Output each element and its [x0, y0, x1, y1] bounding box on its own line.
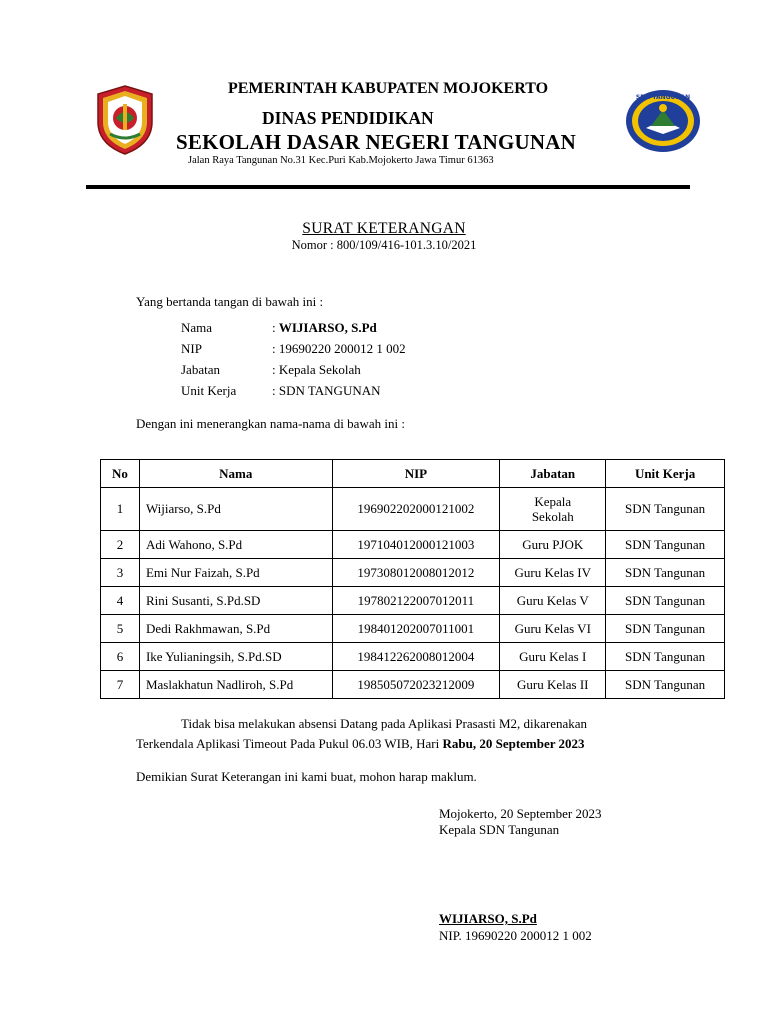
identity-value-nip: : 19690220 200012 1 002 — [272, 341, 406, 356]
signer-position: Kepala SDN Tangunan — [439, 822, 560, 837]
cell-position: Guru Kelas I — [500, 643, 606, 671]
table-row — [101, 559, 725, 587]
cell-name: Wijiarso, S.Pd — [139, 488, 332, 531]
identity-value-position: : Kepala Sekolah — [272, 362, 361, 377]
intro-text: Yang bertanda tangan di bawah ini : — [136, 294, 324, 309]
cell-nip: 196902202000121002 — [332, 488, 500, 531]
signer-nip: NIP. 19690220 200012 1 002 — [439, 928, 592, 943]
column-header-position: Jabatan — [500, 460, 606, 488]
cell-name: Rini Susanti, S.Pd.SD — [139, 587, 332, 615]
identity-label-nip: NIP — [181, 341, 202, 356]
note-line-1: Tidak bisa melakukan absensi Datang pada Aplikasi Prasasti M2, dikarenakan — [181, 716, 588, 731]
cell-nip: 197308012008012012 — [332, 559, 500, 587]
identity-value-name: : WIJIARSO, S.Pd — [272, 320, 377, 335]
cell-no: 3 — [101, 559, 140, 587]
identity-label-unit: Unit Kerja — [181, 383, 237, 398]
table-row — [101, 615, 725, 643]
svg-text:SDN TANGUNAN: SDN TANGUNAN — [635, 94, 691, 101]
government-heading: PEMERINTAH KABUPATEN MOJOKERTO — [227, 80, 549, 97]
cell-unit: SDN Tangunan — [606, 559, 725, 587]
cell-unit: SDN Tangunan — [606, 488, 725, 531]
school-address: Jalan Raya Tangunan No.31 Kec.Puri Kab.Mojokerto Jawa Timur 61363 — [188, 155, 494, 166]
place-date: Mojokerto, 20 September 2023 — [439, 806, 602, 821]
cell-position: Guru Kelas II — [500, 671, 606, 699]
column-header-name: Nama — [139, 460, 332, 488]
statement-text: Dengan ini menerangkan nama-nama di bawah ini : — [136, 416, 405, 431]
cell-name: Dedi Rakhmawan, S.Pd — [139, 615, 332, 643]
cell-position: Kepala Sekolah — [500, 488, 606, 531]
letter-number: Nomor : 800/109/416-101.3.10/2021 — [291, 238, 477, 252]
cell-name: Adi Wahono, S.Pd — [139, 531, 332, 559]
cell-unit: SDN Tangunan — [606, 587, 725, 615]
cell-no: 6 — [101, 643, 140, 671]
cell-no: 4 — [101, 587, 140, 615]
cell-nip: 197802122007012011 — [332, 587, 500, 615]
letter-title: SURAT KETERANGAN — [302, 220, 466, 237]
column-header-nip: NIP — [332, 460, 500, 488]
table-row — [101, 671, 725, 699]
cell-name: Maslakhatun Nadliroh, S.Pd — [139, 671, 332, 699]
column-header-no: No — [101, 460, 140, 488]
cell-position: Guru Kelas IV — [500, 559, 606, 587]
column-header-unit: Unit Kerja — [606, 460, 725, 488]
cell-unit: SDN Tangunan — [606, 671, 725, 699]
cell-no: 7 — [101, 671, 140, 699]
staff-table — [100, 459, 725, 699]
cell-no: 1 — [101, 488, 140, 531]
table-row — [101, 587, 725, 615]
department-heading: DINAS PENDIDIKAN — [262, 108, 434, 128]
identity-label-name: Nama — [181, 320, 213, 335]
letterhead-divider — [86, 185, 690, 189]
cell-nip: 198505072023212009 — [332, 671, 500, 699]
school-name-heading: SEKOLAH DASAR NEGERI TANGUNAN — [176, 130, 577, 154]
closing-text: Demikian Surat Keterangan ini kami buat, mohon harap maklum. — [136, 769, 477, 784]
cell-name: Emi Nur Faizah, S.Pd — [139, 559, 332, 587]
cell-position: Guru Kelas V — [500, 587, 606, 615]
cell-unit: SDN Tangunan — [606, 643, 725, 671]
identity-label-position: Jabatan — [181, 362, 220, 377]
cell-no: 2 — [101, 531, 140, 559]
note-date: Rabu, 20 September 2023 — [442, 736, 585, 751]
cell-unit: SDN Tangunan — [606, 615, 725, 643]
identity-value-unit: : SDN TANGUNAN — [272, 383, 381, 398]
cell-nip: 197104012000121003 — [332, 531, 500, 559]
table-row — [101, 531, 725, 559]
note-line-2: Terkendala Aplikasi Timeout Pada Pukul 06.03 WIB, Hari Rabu, 20 September 2023 — [136, 736, 585, 751]
cell-name: Ike Yulianingsih, S.Pd.SD — [139, 643, 332, 671]
cell-unit: SDN Tangunan — [606, 531, 725, 559]
signer-name: WIJIARSO, S.Pd — [439, 911, 537, 926]
cell-position: Guru Kelas VI — [500, 615, 606, 643]
table-row — [101, 488, 725, 531]
cell-position: Guru PJOK — [500, 531, 606, 559]
cell-nip: 198401202007011001 — [332, 615, 500, 643]
table-header-row — [101, 460, 725, 488]
cell-nip: 198412262008012004 — [332, 643, 500, 671]
cell-no: 5 — [101, 615, 140, 643]
table-row — [101, 643, 725, 671]
